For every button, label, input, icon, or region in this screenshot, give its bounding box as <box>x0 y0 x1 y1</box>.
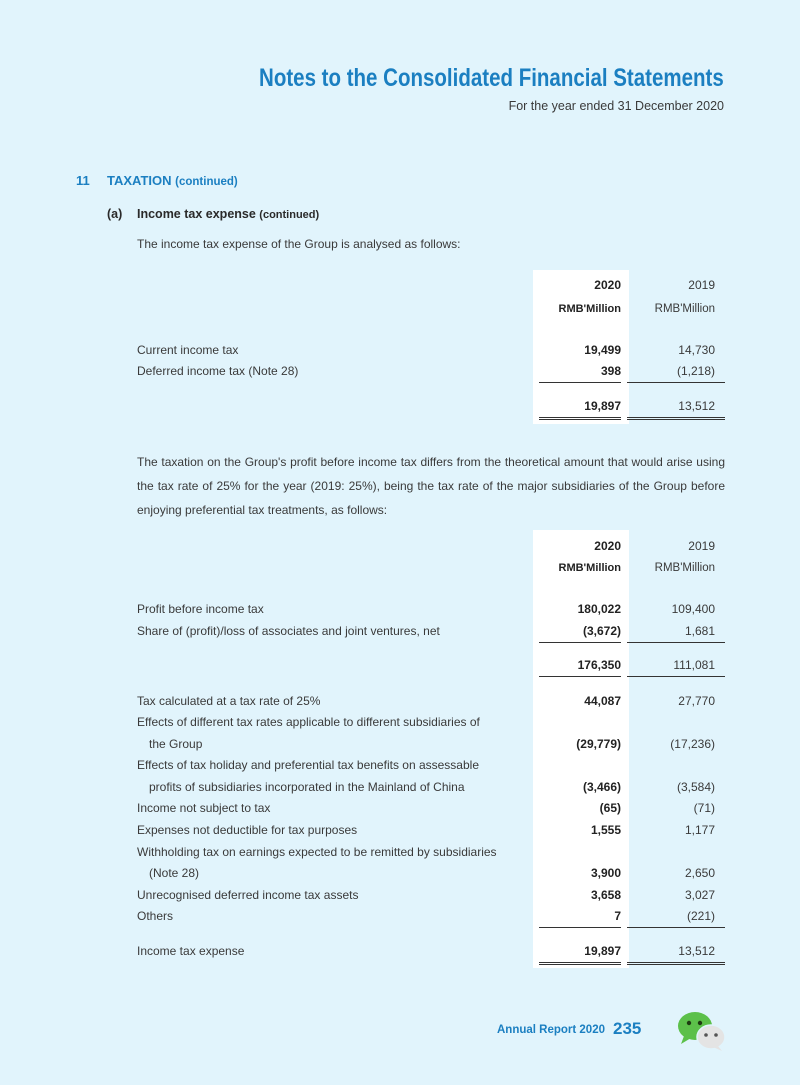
row-value-2019: 109,400 <box>671 602 715 616</box>
row-label: Income tax expense <box>137 944 245 958</box>
row-label: Unrecognised deferred income tax assets <box>137 888 359 902</box>
row-label: Profit before income tax <box>137 602 264 616</box>
table-row-total <box>137 395 725 417</box>
row-value-2019: (221) <box>627 905 725 928</box>
row-value-2020: 19,897 <box>539 940 621 965</box>
table-row <box>137 884 725 906</box>
subsection-title: Income tax expense <box>137 207 256 221</box>
row-label: Expenses not deductible for tax purposes <box>137 823 358 837</box>
subsection-heading <box>107 207 319 221</box>
row-label: Deferred income tax (Note 28) <box>137 364 299 378</box>
row-label: the Group <box>149 737 203 751</box>
row-label: Others <box>137 909 174 923</box>
row-label: Withholding tax on earnings expected to be remitted by subsidiaries <box>137 845 497 859</box>
table-row <box>137 733 725 755</box>
row-label: (Note 28) <box>149 866 200 880</box>
table1-unit-header <box>137 298 725 320</box>
row-value-2019: (71) <box>693 801 715 815</box>
table-row <box>137 690 725 712</box>
table1-year-header <box>137 274 725 296</box>
table2-unit-2020: RMB'Million <box>558 562 621 574</box>
table2-unit-2019: RMB'Million <box>654 562 715 574</box>
table1-unit-2020: RMB'Million <box>558 303 621 315</box>
row-label: profits of subsidiaries incorporated in the Mainland of China <box>149 780 465 794</box>
section-heading <box>76 173 238 188</box>
section-number: 11 <box>76 173 90 188</box>
row-label: Current income tax <box>137 343 239 357</box>
table-row <box>137 754 725 776</box>
row-label: Tax calculated at a tax rate of 25% <box>137 694 321 708</box>
row-value-2020: (65) <box>599 801 621 815</box>
footer-report-name: Annual Report 2020 <box>497 1024 605 1036</box>
table-row <box>137 862 725 884</box>
subsection-continued: (continued) <box>259 209 320 221</box>
table1-col-2019: 2019 <box>688 278 715 292</box>
table-row <box>137 819 725 841</box>
row-value-2020: 398 <box>539 360 621 383</box>
row-value-2019: 111,081 <box>627 654 725 677</box>
table-row-total <box>137 940 725 962</box>
table2-col-2020: 2020 <box>594 539 621 553</box>
section-title: TAXATION <box>107 173 172 188</box>
section-continued: (continued) <box>175 176 238 188</box>
row-value-2019: 3,027 <box>684 888 715 902</box>
row-value-2020: 3,658 <box>590 888 621 902</box>
row-value-2019: (17,236) <box>670 737 715 751</box>
table-row <box>137 339 725 361</box>
row-label: Income not subject to tax <box>137 801 271 815</box>
table1-intro: The income tax expense of the Group is analysed as follows: <box>137 237 461 251</box>
table-row <box>137 360 725 382</box>
page-number: 235 <box>613 1019 642 1038</box>
subsection-letter: (a) <box>107 207 123 221</box>
row-label: Share of (profit)/loss of associates and joint ventures, net <box>137 624 440 638</box>
table-row <box>137 620 725 642</box>
wechat-logo-icon <box>676 1008 728 1052</box>
row-value-2019: 13,512 <box>627 940 725 965</box>
row-value-2020: 3,900 <box>590 866 621 880</box>
table2-unit-header <box>137 557 725 579</box>
table-row <box>137 598 725 620</box>
row-value-2020: 176,350 <box>539 654 621 677</box>
table-row <box>137 797 725 819</box>
table-row <box>137 711 725 733</box>
row-label: Effects of different tax rates applicable to different subsidiaries of <box>137 715 480 729</box>
row-value-2019: 1,177 <box>684 823 715 837</box>
page-title: Notes to the Consolidated Financial Statements <box>259 64 724 92</box>
page-subtitle: For the year ended 31 December 2020 <box>508 99 724 113</box>
table1-unit-2019: RMB'Million <box>654 303 715 315</box>
row-value-2019: (1,218) <box>627 360 725 383</box>
row-value-2020: 1,555 <box>590 823 621 837</box>
row-value-2019: (3,584) <box>676 780 715 794</box>
row-value-2019: 1,681 <box>627 620 725 643</box>
row-value-2019: 13,512 <box>627 395 725 420</box>
table-row <box>137 841 725 863</box>
row-label: Effects of tax holiday and preferential tax benefits on assessable <box>137 758 479 772</box>
row-value-2020: (3,672) <box>539 620 621 643</box>
row-value-2019: 14,730 <box>678 343 715 357</box>
row-value-2019: 27,770 <box>678 694 715 708</box>
row-value-2020: 180,022 <box>577 602 621 616</box>
row-value-2020: (29,779) <box>576 737 621 751</box>
table-row <box>137 776 725 798</box>
table1-col-2020: 2020 <box>594 278 621 292</box>
table-row-subtotal <box>137 654 725 676</box>
row-value-2020: (3,466) <box>582 780 621 794</box>
row-value-2020: 7 <box>539 905 621 928</box>
table2-year-header <box>137 535 725 557</box>
row-value-2020: 44,087 <box>584 694 621 708</box>
row-value-2019: 2,650 <box>684 866 715 880</box>
row-value-2020: 19,499 <box>584 343 621 357</box>
row-value-2020: 19,897 <box>539 395 621 420</box>
table-row <box>137 905 725 927</box>
table2-intro: The taxation on the Group's profit before income tax differs from the theoretical amount that would arise using the tax rate of 25% for the year (2019: 25%), being the tax rate of the major subsidiaries of the Group before enjoying preferential tax treatments, as follows: <box>137 455 725 517</box>
table2-col-2019: 2019 <box>688 539 715 553</box>
